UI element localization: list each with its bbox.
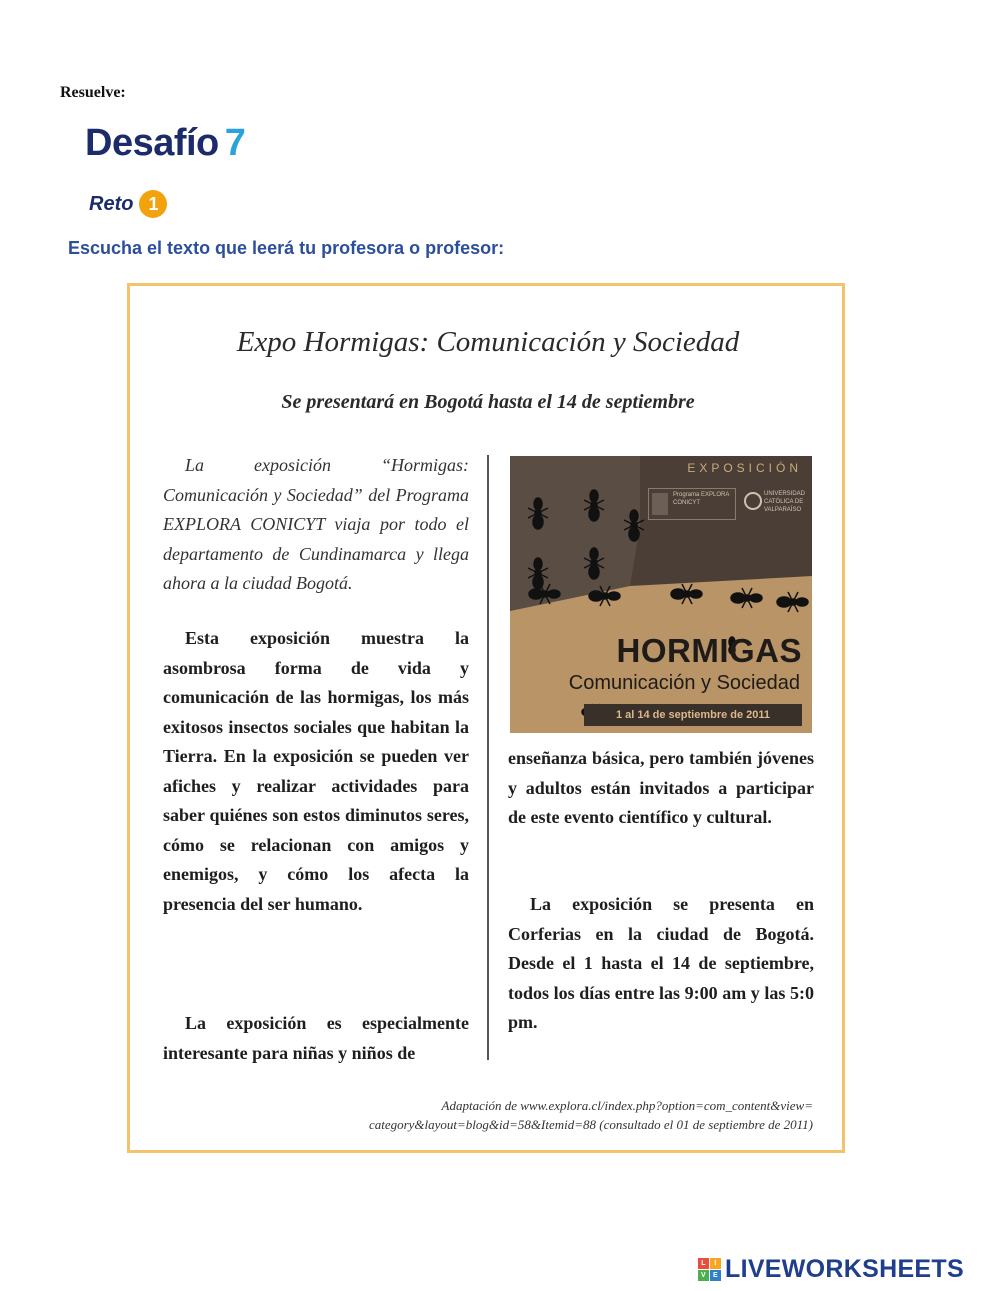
article-subtitle: Se presentará en Bogotá hasta el 14 de septiembre [281,391,695,413]
poster-logo-explora: Programa EXPLORA CONICYT [648,488,736,520]
listen-prompt: Escucha el texto que leerá tu profesora o profesor: [68,238,505,258]
column-divider [487,455,489,1060]
challenge-word: Desafío [85,122,219,164]
poster-subtitle: Comunicación y Sociedad [568,672,800,694]
poster-dates: 1 al 14 de septiembre de 2011 [584,704,802,726]
article-paragraph-audience-end: enseñanza básica, pero también jóvenes y adultos están invitados a participar de este evento científico y cultural. [508,748,814,827]
poster-title: HORMIGAS [616,632,802,669]
instruction-label: Resuelve: [60,84,126,101]
challenge-title [85,122,245,165]
reto-heading [89,190,167,218]
article-paragraph-description: Esta exposición muestra la asombrosa forma de vida y comunicación de las hormigas, los más exitosos insectos sociales que habitan la Tierra. En la exposición se pueden ver afiches y realizar actividades para saber quiénes son estos diminutos seres, cómo se relacionan con amigos y enemigos, y cómo los afecta la presencia del ser humano. [163,628,469,914]
article-title: Expo Hormigas: Comunicación y Sociedad [236,326,740,358]
exhibition-poster-image [510,456,812,733]
article-paragraph-location: La exposición se presenta en Corferias en la ciudad de Bogotá. Desde el 1 hasta el 14 de septiembre, todos los días entre las 9:00 am y las 5:0 pm. [508,894,814,1032]
article-paragraph-intro: La exposición “Hormigas: Comunicación y Sociedad” del Programa EXPLORA CONICYT viaja por todo el departamento de Cundinamarca y llega ahora a la ciudad Bogotá. [163,455,469,593]
source-citation: Adaptación de www.explora.cl/index.php?option=com_content&view= category&layout=blog&id=58&Itemid=88 (consultado el 01 de septiembre de 2011) [368,1098,813,1132]
liveworksheets-mark-icon: L I V E [698,1258,721,1281]
liveworksheets-logo [698,1255,964,1284]
reto-number-badge: 1 [139,190,167,218]
reto-label: Reto [89,192,134,215]
poster-label: EXPOSICIÓN [687,461,802,475]
challenge-number: 7 [224,122,246,164]
poster-logo-university: UNIVERSIDAD CATÓLICA DE VALPARAÍSO [742,490,806,520]
brand-name: LIVEWORKSHEETS [725,1255,964,1283]
article-paragraph-audience-start: La exposición es especialmente interesante para niñas y niños de [163,1013,469,1063]
